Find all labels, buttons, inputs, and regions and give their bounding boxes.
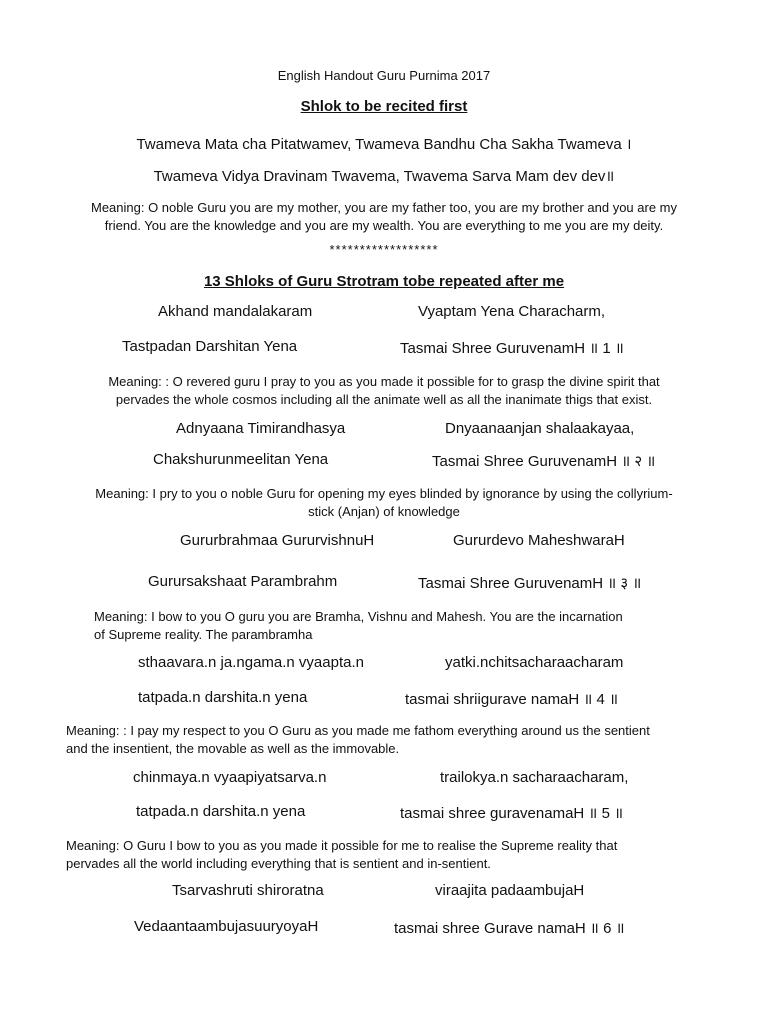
shlok-1-meaning-line1: Meaning: : O revered guru I pray to you as you made it possible for to grasp the divine spirit that xyxy=(108,374,660,389)
shlok-3-line1-left: Gururbrahmaa GururvishnuH xyxy=(180,532,375,549)
first-shlok-meaning-line2: friend. You are the knowledge and you are my wealth. You are everything to me you are my deity. xyxy=(104,218,664,233)
shlok-5-line2-right: tasmai shree guravenamaH ॥ 5 ॥ xyxy=(400,805,624,822)
first-shlok-meaning-line1: Meaning: O noble Guru you are my mother, you are my father too, you are my brother and you are my xyxy=(90,200,677,215)
shlok-4-line1-right: yatki.nchitsacharaacharam xyxy=(445,654,624,671)
second-heading: 13 Shloks of Guru Strotram tobe repeated after me xyxy=(203,273,565,290)
shlok-6-line1-right: viraajita padaambujaH xyxy=(435,882,585,899)
first-heading: Shlok to be recited first xyxy=(300,98,468,115)
shlok-1-line1-left: Akhand mandalakaram xyxy=(158,303,313,320)
shlok-4-line1-left: sthaavara.n ja.ngama.n vyaapta.n xyxy=(138,654,364,671)
shlok-6-line1-left: Tsarvashruti shiroratna xyxy=(172,882,324,899)
shlok-6-line2-left: VedaantaambujasuuryoyaH xyxy=(134,918,319,935)
shlok-5-line1-left: chinmaya.n vyaapiyatsarva.n xyxy=(133,769,327,786)
shlok-2-meaning-line2: stick (Anjan) of knowledge xyxy=(308,504,460,519)
shlok-2-meaning-line1: Meaning: I pry to you o noble Guru for opening my eyes blinded by ignorance by using the collyrium- xyxy=(95,486,673,501)
shlok-2-line1-left: Adnyaana Timirandhasya xyxy=(176,420,346,437)
shlok-2-line2-right: Tasmai Shree GuruvenamH ॥ २ ॥ xyxy=(432,453,656,470)
shlok-4-meaning-line2: and the insentient, the movable as well as the immovable. xyxy=(66,741,400,756)
shlok-4-line2-right: tasmai shriigurave namaH ॥ 4 ॥ xyxy=(405,691,619,708)
shlok-1-line1-right: Vyaptam Yena Characharm, xyxy=(418,303,606,320)
shlok-6-line2-right: tasmai shree Gurave namaH ॥ 6 ॥ xyxy=(394,920,625,937)
first-shlok-line2: Twameva Vidya Dravinam Twavema, Twavema Sarva Mam dev dev॥ xyxy=(153,168,615,185)
shlok-5-line1-right: trailokya.n sacharaacharam, xyxy=(440,769,629,786)
shlok-4-meaning-line1: Meaning: : I pay my respect to you O Guru as you made me fathom everything around us the sentient xyxy=(66,723,650,738)
shlok-1-meaning-line2: pervades the whole cosmos including all the animate well as all the inanimate thigs that exist. xyxy=(115,392,653,407)
shlok-5-line2-left: tatpada.n darshita.n yena xyxy=(136,803,306,820)
shlok-3-line1-right: Gururdevo MaheshwaraH xyxy=(453,532,625,549)
separator: ****************** xyxy=(329,242,439,257)
shlok-3-meaning-line1: Meaning: I bow to you O guru you are Bramha, Vishnu and Mahesh. You are the incarnation xyxy=(94,609,623,624)
shlok-3-line2-left: Gurursakshaat Parambrahm xyxy=(148,573,338,590)
shlok-4-line2-left: tatpada.n darshita.n yena xyxy=(138,689,308,706)
shlok-3-line2-right: Tasmai Shree GuruvenamH ॥ ३ ॥ xyxy=(418,575,642,592)
shlok-2-line2-left: Chakshurunmeelitan Yena xyxy=(153,451,329,468)
shlok-1-line2-left: Tastpadan Darshitan Yena xyxy=(122,338,298,355)
first-shlok-line1: Twameva Mata cha Pitatwamev, Twameva Bandhu Cha Sakha Twameva । xyxy=(136,136,632,153)
shlok-5-meaning-line1: Meaning: O Guru I bow to you as you made it possible for me to realise the Supreme reality that xyxy=(66,838,618,853)
shlok-3-meaning-line2: of Supreme reality. The parambramha xyxy=(94,627,313,642)
document-header: English Handout Guru Purnima 2017 xyxy=(277,68,491,83)
shlok-1-line2-right: Tasmai Shree GuruvenamH ॥ 1 ॥ xyxy=(400,340,624,357)
shlok-2-line1-right: Dnyaanaanjan shalaakayaa, xyxy=(445,420,635,437)
shlok-5-meaning-line2: pervades all the world including everything that is sentient and in-sentient. xyxy=(66,856,491,871)
